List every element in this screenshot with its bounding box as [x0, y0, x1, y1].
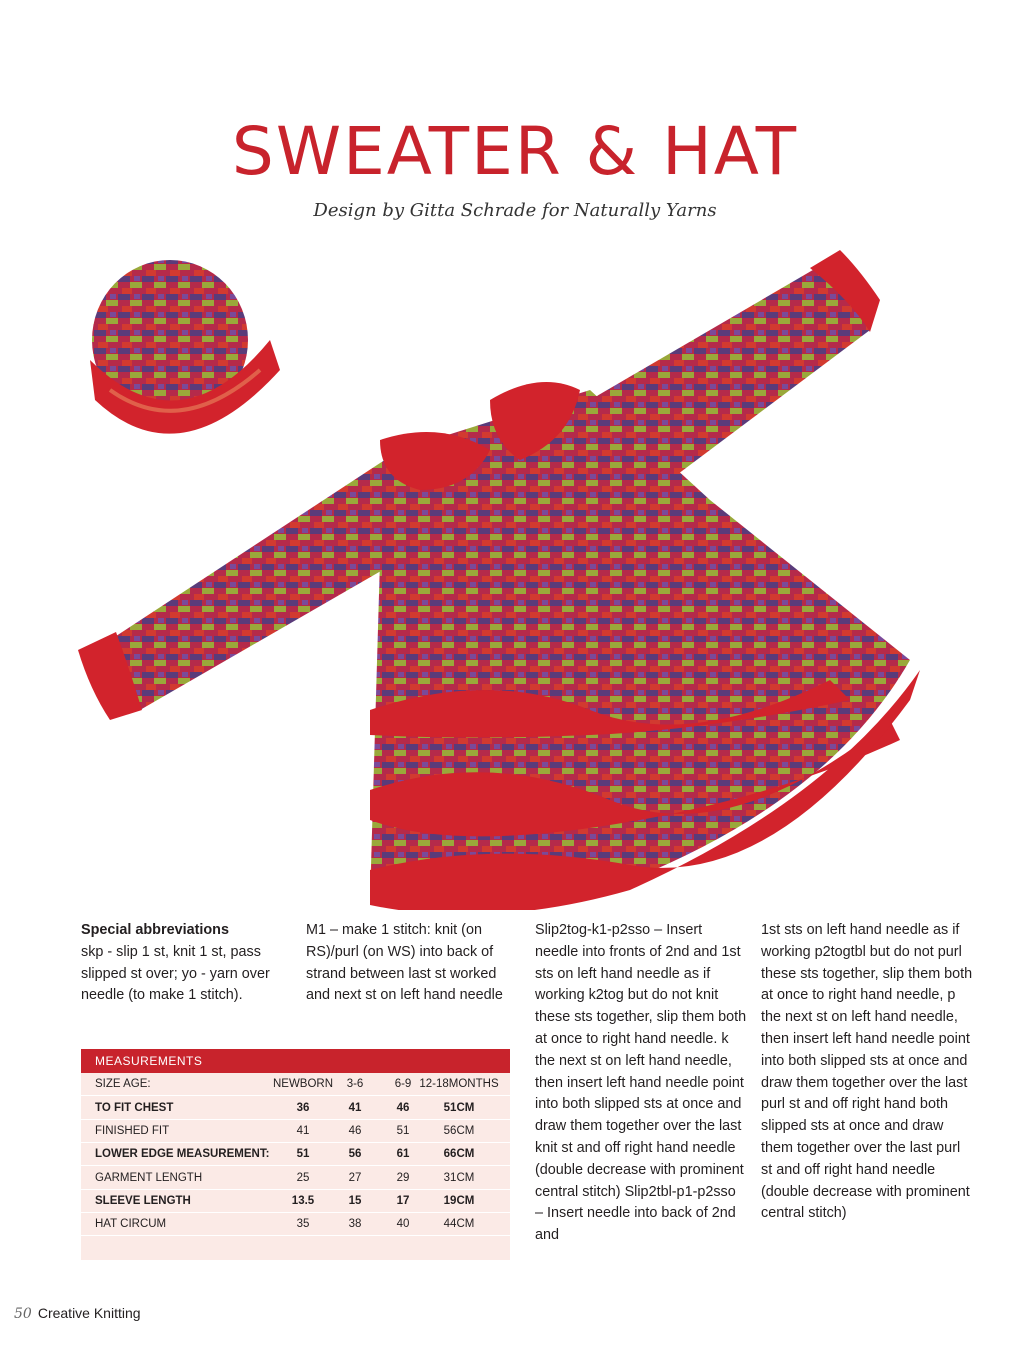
- row-value: 17: [396, 1195, 410, 1207]
- abbreviations-text-2: M1 – make 1 stitch: knit (on RS)/purl (on WS) into back of strand between last st worked and next st on left hand needle: [306, 922, 503, 1004]
- table-row: [81, 1143, 510, 1166]
- row-value: 51: [296, 1148, 310, 1160]
- row-label: TO FIT CHEST: [95, 1102, 174, 1114]
- row-label: GARMENT LENGTH: [95, 1172, 203, 1184]
- row-value: 27: [348, 1172, 362, 1184]
- abbreviations-column-1: [81, 920, 281, 1007]
- row-label: HAT CIRCUM: [95, 1218, 167, 1230]
- magazine-name: Creative Knitting: [37, 1305, 141, 1321]
- row-value: 40: [396, 1218, 410, 1230]
- measurements-table: [81, 1049, 510, 1260]
- row-value: 15: [348, 1195, 362, 1207]
- row-label: SLEEVE LENGTH: [95, 1195, 191, 1207]
- row-value: 6-9: [394, 1078, 412, 1090]
- row-value: 13.5: [291, 1195, 315, 1207]
- row-value: 46: [396, 1102, 410, 1114]
- row-value: 56CM: [443, 1125, 475, 1137]
- table-row: [81, 1097, 510, 1120]
- row-value: 41: [296, 1125, 310, 1137]
- row-value: 66CM: [443, 1148, 475, 1160]
- abbreviations-heading: Special abbreviations: [81, 922, 229, 938]
- row-value: 41: [348, 1102, 362, 1114]
- row-value: 25: [296, 1172, 310, 1184]
- row-value: 56: [348, 1148, 362, 1160]
- row-value: NEWBORN: [272, 1078, 334, 1090]
- row-value: 19CM: [443, 1195, 475, 1207]
- abbreviations-column-3: [535, 920, 747, 1247]
- abbreviations-column-2: [306, 920, 511, 1007]
- table-row: [81, 1213, 510, 1236]
- abbreviations-text-3: Slip2tog-k1-p2sso – Insert needle into fronts of 2nd and 1st sts on left hand needle as if working k2tog but do not knit these sts together, slip them both at once to right hand needle. k the next st on left hand needle, then insert left hand needle point into both slipped sts at once and draw them together over the last knit st and off right hand needle (double decrease with prominent central stitch) Slip2tbl-p1-p2sso – Insert needle into back of 2nd and: [535, 922, 747, 1244]
- page-title: SWEATER & HAT: [231, 113, 799, 190]
- row-value: 3-6: [346, 1078, 364, 1090]
- row-label: FINISHED FIT: [95, 1125, 170, 1137]
- row-value: 46: [348, 1125, 362, 1137]
- designer-byline: Design by Gitta Schrade for Naturally Yarns: [313, 200, 717, 221]
- measurements-heading: MEASUREMENTS: [81, 1049, 510, 1073]
- table-row: [81, 1120, 510, 1143]
- row-value: 35: [296, 1218, 310, 1230]
- row-value: 36: [296, 1102, 310, 1114]
- row-label: SIZE AGE:: [95, 1078, 151, 1090]
- abbreviations-text-1: skp - slip 1 st, knit 1 st, pass slipped st over; yo - yarn over needle (to make 1 stitch).: [81, 943, 270, 1004]
- table-row: [81, 1190, 510, 1213]
- row-label: LOWER EDGE MEASUREMENT:: [95, 1148, 270, 1160]
- page-footer: [14, 1305, 141, 1322]
- row-value: 31CM: [443, 1172, 475, 1184]
- abbreviations-column-4: [761, 920, 973, 1225]
- page-number: 50: [14, 1306, 32, 1322]
- abbreviations-text-4: 1st sts on left hand needle as if working p2togtbl but do not purl these sts together, slip them both at once to right hand needle, p the next st on left hand needle, then insert left hand needle point into both slipped sts at once and draw them together over the last purl st and off right hand both slipped sts at once and draw them together over the last purl st and off right hand needle (double decrease with prominent central stitch): [761, 922, 973, 1222]
- row-value: 61: [396, 1148, 410, 1160]
- sweater-hat-photo: [70, 240, 950, 910]
- row-value: 38: [348, 1218, 362, 1230]
- row-value: 12-18MONTHS: [419, 1078, 499, 1090]
- row-value: 44CM: [443, 1218, 475, 1230]
- row-value: 29: [396, 1172, 410, 1184]
- table-row: [81, 1073, 510, 1096]
- table-row: [81, 1167, 510, 1190]
- row-value: 51CM: [443, 1102, 475, 1114]
- row-value: 51: [396, 1125, 410, 1137]
- hat-illustration: [90, 260, 280, 434]
